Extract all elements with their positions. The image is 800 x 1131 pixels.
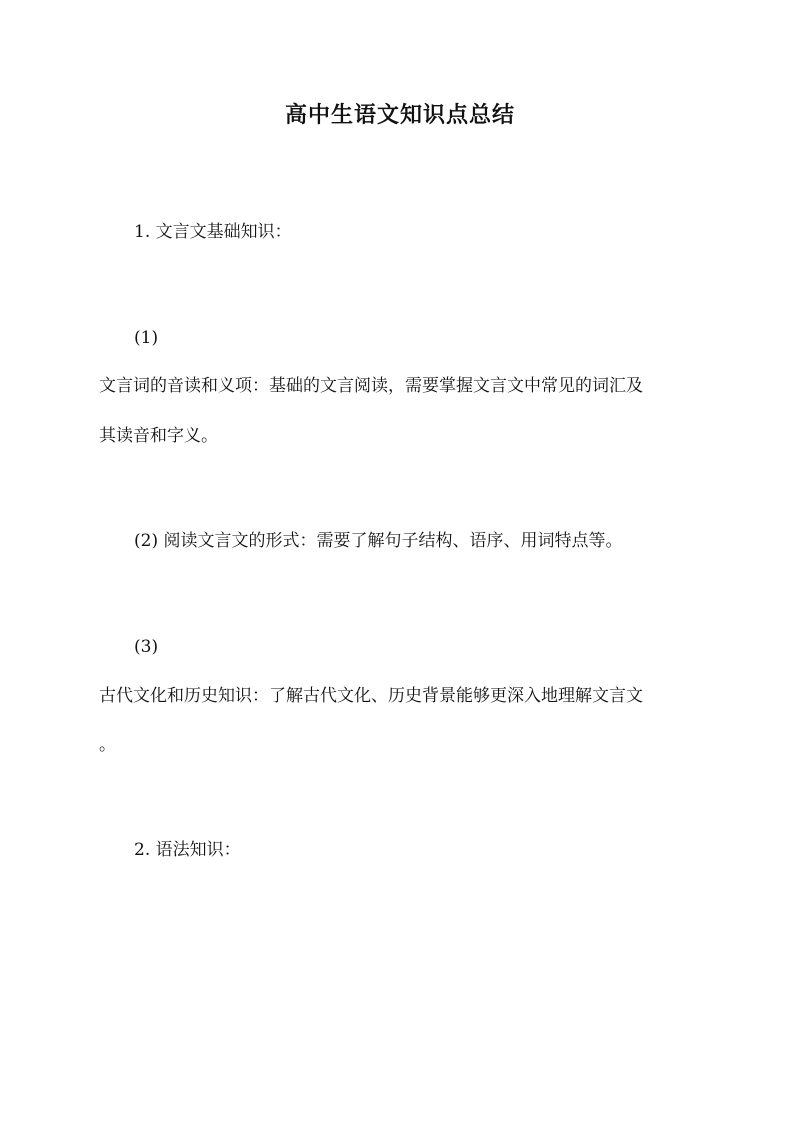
item2-text: (2) 阅读文言文的形式：需要了解句子结构、语序、用词特点等。: [134, 531, 623, 551]
document-title: 高中生语文知识点总结: [284, 102, 515, 128]
item1-marker: (1): [134, 328, 159, 348]
item3-line2: 。: [99, 735, 116, 755]
section1-heading: 1. 文言文基础知识：: [134, 222, 292, 242]
item1-line2: 其读音和字义。: [99, 426, 218, 446]
item3-marker: (3): [134, 637, 159, 657]
section2-heading: 2. 语法知识：: [134, 840, 241, 860]
item3-line1: 古代文化和历史知识：了解古代文化、历史背景能够更深入地理解文言文: [99, 686, 643, 706]
item1-line1: 文言词的音读和义项：基础的文言阅读，需要掌握文言文中常见的词汇及: [99, 376, 643, 396]
